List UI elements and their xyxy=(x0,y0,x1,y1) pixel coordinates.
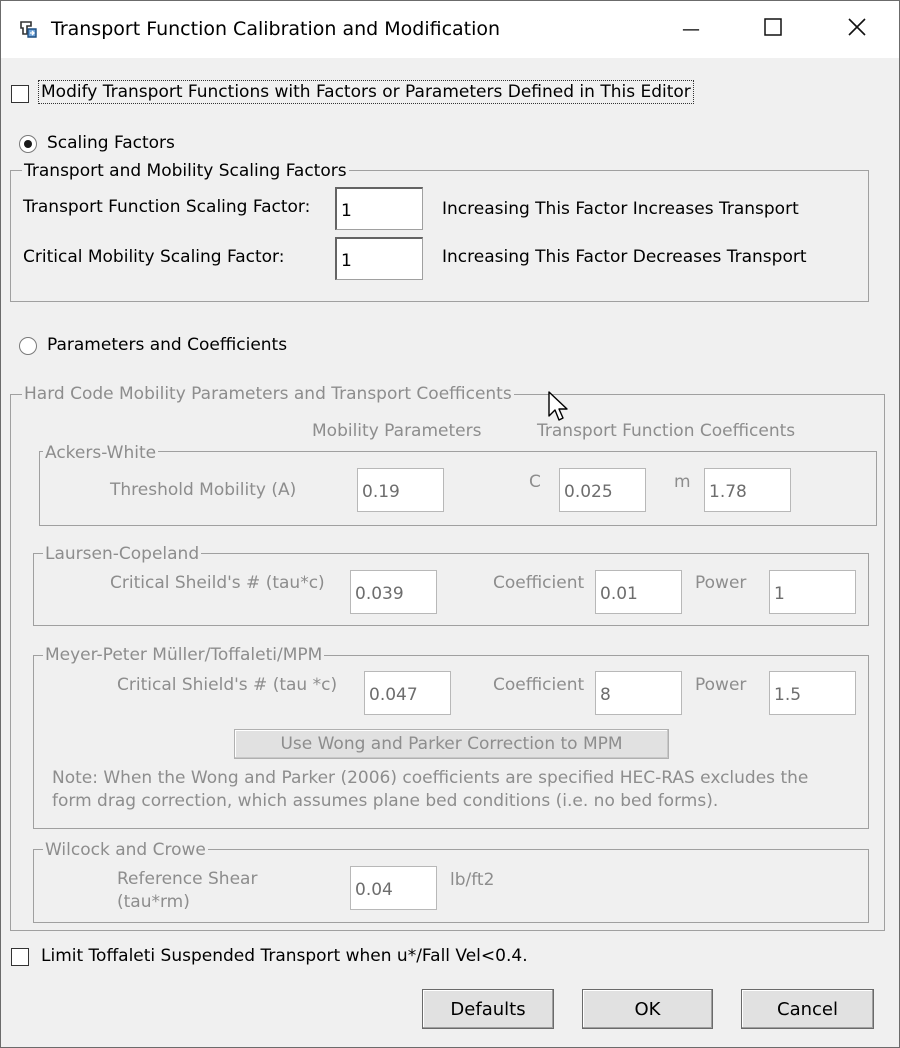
app-icon xyxy=(19,20,39,40)
reference-shear-sublabel: (tau*rm) xyxy=(117,892,190,912)
maximize-icon xyxy=(764,18,782,41)
ackers-m-label: m xyxy=(674,472,691,492)
mobility-parameters-header: Mobility Parameters xyxy=(312,421,482,441)
transport-scaling-note: Increasing This Factor Increases Transport xyxy=(442,199,799,219)
transport-coefficients-header: Transport Function Coefficents xyxy=(537,421,796,441)
cancel-button[interactable]: Cancel xyxy=(741,989,874,1029)
modify-functions-label[interactable]: Modify Transport Functions with Factors or Parameters Defined in This Editor xyxy=(41,82,691,102)
laursen-copeland-title: Laursen-Copeland xyxy=(45,544,200,564)
ackers-white-title: Ackers-White xyxy=(45,443,157,463)
threshold-mobility-input[interactable] xyxy=(357,468,444,512)
threshold-mobility-label: Threshold Mobility (A) xyxy=(110,480,297,500)
mobility-scaling-note: Increasing This Factor Decreases Transport xyxy=(442,247,807,267)
mpm-power-label: Power xyxy=(695,675,747,695)
hard-code-group-title: Hard Code Mobility Parameters and Transport Coefficents xyxy=(24,384,512,404)
mpm-note-line-2: form drag correction, which assumes plane bed conditions (i.e. no bed forms). xyxy=(52,791,719,811)
modify-functions-checkbox[interactable] xyxy=(11,85,29,103)
ackers-c-label: C xyxy=(529,472,541,492)
radio-selected-dot xyxy=(24,140,32,148)
mouse-cursor-icon xyxy=(547,390,571,426)
close-button[interactable] xyxy=(815,1,899,58)
laursen-critical-label: Critical Sheild's # (tau*c) xyxy=(110,573,325,593)
mpm-critical-label: Critical Shield's # (tau *c) xyxy=(117,675,338,695)
laursen-power-label: Power xyxy=(695,573,747,593)
maximize-button[interactable] xyxy=(731,1,815,58)
title-bar xyxy=(1,1,899,58)
mpm-title: Meyer-Peter Müller/Toffaleti/MPM xyxy=(45,645,323,665)
scaling-factors-radio[interactable] xyxy=(19,135,37,153)
mpm-coefficient-label: Coefficient xyxy=(493,675,585,695)
parameters-coefficients-radio[interactable] xyxy=(19,337,37,355)
laursen-coefficient-input[interactable] xyxy=(595,570,682,614)
ackers-c-input[interactable] xyxy=(559,468,646,512)
mpm-coefficient-input[interactable] xyxy=(595,671,682,715)
wong-parker-correction-button[interactable]: Use Wong and Parker Correction to MPM xyxy=(234,729,669,759)
toffaleti-limit-label[interactable]: Limit Toffaleti Suspended Transport when u*/Fall Vel<0.4. xyxy=(41,946,528,966)
toffaleti-limit-checkbox[interactable] xyxy=(11,948,29,966)
reference-shear-label: Reference Shear xyxy=(117,869,258,889)
mpm-note-line-1: Note: When the Wong and Parker (2006) coefficients are specified HEC-RAS excludes the xyxy=(52,768,809,788)
transport-scaling-label: Transport Function Scaling Factor: xyxy=(23,197,311,217)
parameters-coefficients-label[interactable]: Parameters and Coefficients xyxy=(47,335,288,355)
laursen-critical-input[interactable] xyxy=(350,570,437,614)
wilcock-crowe-title: Wilcock and Crowe xyxy=(45,840,206,860)
mpm-power-input[interactable] xyxy=(769,671,856,715)
minimize-icon: — xyxy=(682,19,700,40)
ackers-m-input[interactable] xyxy=(704,468,791,512)
mpm-critical-input[interactable] xyxy=(364,671,451,715)
mobility-scaling-input[interactable] xyxy=(335,237,423,280)
scaling-factors-label[interactable]: Scaling Factors xyxy=(47,133,175,153)
reference-shear-unit: lb/ft2 xyxy=(450,870,495,890)
mobility-scaling-label: Critical Mobility Scaling Factor: xyxy=(23,247,285,267)
reference-shear-input[interactable] xyxy=(350,866,437,910)
window-title: Transport Function Calibration and Modification xyxy=(51,18,501,40)
laursen-coefficient-label: Coefficient xyxy=(493,573,585,593)
ok-button[interactable]: OK xyxy=(582,989,713,1029)
defaults-button[interactable]: Defaults xyxy=(422,989,554,1029)
minimize-button[interactable] xyxy=(649,1,733,58)
laursen-power-input[interactable] xyxy=(769,570,856,614)
scaling-group-title: Transport and Mobility Scaling Factors xyxy=(24,161,347,181)
transport-scaling-input[interactable] xyxy=(335,187,423,230)
close-icon xyxy=(847,17,867,42)
scaling-factors-group xyxy=(10,170,869,302)
